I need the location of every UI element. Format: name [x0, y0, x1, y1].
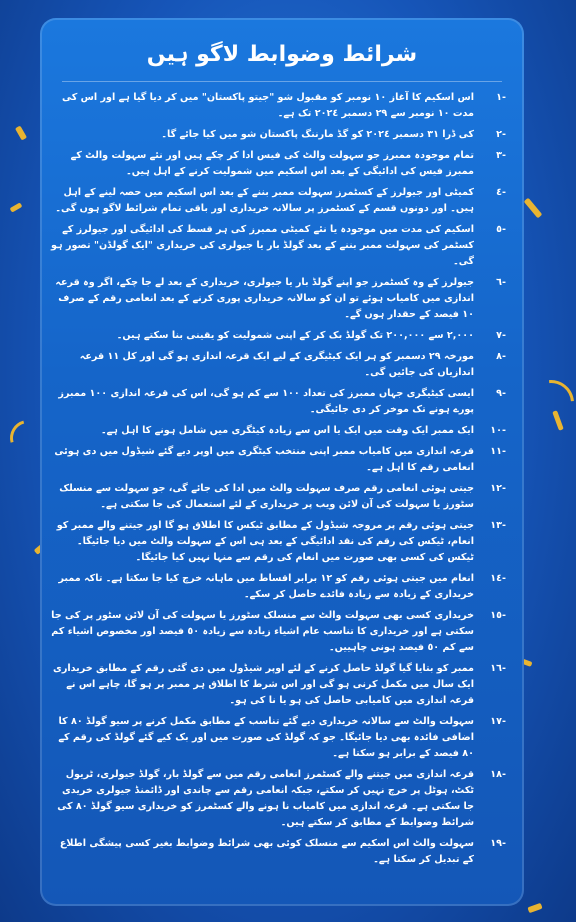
- item-number: ٦-: [496, 277, 506, 288]
- gold-confetti: [10, 202, 23, 212]
- item-number: ١٢-: [490, 483, 506, 494]
- gold-confetti: [524, 198, 543, 219]
- list-item: [50, 836, 506, 868]
- item-text: ایسی کیٹیگری جہاں ممبرز کی تعداد ١٠٠ سے کم ہو گی، اس کی قرعہ اندازی ١٠٠ ممبرز پورے ہونے تک موخر کر دی جائیگی۔: [58, 388, 474, 415]
- item-number: ١٠-: [490, 425, 506, 436]
- list-item: [50, 90, 506, 122]
- item-text: سہولت والٹ سے سالانہ خریداری دیے گئے تناسب کے مطابق مکمل کرنے پر سیو گولڈ ٨٠ کا اضافی فائدہ بھی دیا جائیگا۔ جو کہ گولڈ کی صورت میں اور بک کیے گئے گولڈ کی رقم کے ٨٠ فیصد کے برابر ہو سکتا ہے۔: [58, 716, 474, 759]
- terms-card: [40, 18, 524, 906]
- item-number: ١١-: [490, 446, 506, 457]
- item-text: قرعہ اندازی میں جیتنے والے کسٹمرز انعامی رقم میں سے گولڈ بار، گولڈ جیولری، ٹریول ٹکٹ، ہوٹل پر خرچ نہیں کر سکتے، جبکہ انعامی رقم سے چاندی اور ڈائمنڈ جیولری خریدی جا سکتی ہے۔ قرعہ اندازی میں کامیاب نا ہونے والے کسٹمرز کو خریداری سیو گولڈ ٨٠ کی شرائط وضوابط کے مطابق کر سکتے ہیں۔: [57, 769, 474, 828]
- item-number: ١٥-: [490, 610, 506, 621]
- list-item: [50, 571, 506, 603]
- list-item: [50, 148, 506, 180]
- item-text: مورخہ ٢٩ دسمبر کو ہر ایک کیٹیگری کے لیے ایک قرعہ اندازی ہو گی اور کل ١١ قرعہ اندازیاں کی جائیں گی۔: [79, 351, 474, 378]
- list-item: [50, 608, 506, 656]
- list-item: [50, 349, 506, 381]
- item-text: انعام میں جیتی ہوئی رقم کو ١٢ برابر اقساط میں ماہانہ خرچ کیا جا سکتا ہے۔ تاکہ ممبر خریداری کے زیادہ سے زیادہ فائدے حاصل کر سکے۔: [58, 573, 474, 600]
- item-text: ایک ممبر ایک وقت میں ایک یا اس سے زیادہ کیٹگری میں شامل ہونے کا اہل ہے۔: [101, 425, 474, 436]
- item-text: جیولرز کے وہ کسٹمرز جو اپنے گولڈ بار یا جیولری، خریداری کے بعد لے جا چکے، اگر وہ قرعہ اندازی میں کامیاب ہوئے تو ان کو سالانہ خریداری پوری کرنے کے بعد انعامی رقم کے صرف ١٠ فیصد کے حقدار ہوں گے۔: [55, 277, 474, 320]
- item-text: خریداری کسی بھی سہولت والٹ سے منسلک سٹورز یا سہولت کی آن لائن سٹور پر کی جا سکتی ہے اور خریداری کا تناسب عام اشیاء زیادہ سے زیادہ ٥٠ فیصد اور مخصوص اشیاء کم سے کم ٥٠ فیصد ہونی چاہییں۔: [51, 610, 474, 653]
- item-number: ١-: [496, 92, 506, 103]
- item-number: ٣-: [496, 150, 506, 161]
- item-number: ١٣-: [490, 520, 506, 531]
- item-number: ٧-: [496, 330, 506, 341]
- list-item: [50, 767, 506, 831]
- item-text: قرعہ اندازی میں کامیاب ممبر اپنی منتخب کیٹگری میں اوپر دیے گئے شیڈول میں دی ہوئی انعامی رقم کا اہل ہے۔: [54, 446, 474, 473]
- list-item: [50, 518, 506, 566]
- gold-ribbon: [519, 371, 576, 436]
- list-item: [50, 661, 506, 709]
- item-number: ٢-: [496, 129, 506, 140]
- list-item: [50, 444, 506, 476]
- item-number: ١٨-: [490, 769, 506, 780]
- item-number: ١٦-: [490, 663, 506, 674]
- item-text: اسکیم کی مدت میں موجودہ یا نئے کمیٹی ممبرز کی ہر قسط کی ادائیگی اور جیولرز کے کسٹمر کی سہولت ممبر بننے کے بعد گولڈ بار یا جیولری کی خریداری "ایک گولڈن" تصور ہو گی۔: [51, 224, 474, 267]
- item-text: کی ڈرا ٣١ دسمبر ٢٠٢٤ کو گڈ مارننگ پاکستان شو میں کیا جائے گا۔: [161, 129, 474, 140]
- item-number: ٩-: [496, 388, 506, 399]
- item-text: ٢,٠٠٠ سے ٢٠٠,٠٠٠ تک گولڈ بک کر کے اپنی شمولیت کو یقینی بنا سکتے ہیں۔: [116, 330, 474, 341]
- item-text: ممبر کو بتایا گیا گولڈ حاصل کرنے کے لئے اوپر شیڈول میں دی گئی رقم کے مطابق خریداری ایک سال میں مکمل کرنی ہو گی اور اس شرط کا اطلاق ہر ممبر پر ہو گا، چاہے اس نے قرعہ اندازی میں کامیابی حاصل کی ہو یا نا کی ہو۔: [53, 663, 474, 706]
- item-text: کمیٹی اور جیولرز کے کسٹمرز سہولت ممبر بننے کے بعد اس اسکیم میں حصہ لینے کے اہل ہیں۔ اور دونوں قسم کے کسٹمرز پر سالانہ خریداری اور باقی تمام شرائط لاگو ہوں گی۔: [55, 187, 474, 214]
- terms-list: [40, 90, 524, 868]
- gold-confetti: [15, 125, 27, 140]
- title-divider: [62, 81, 502, 82]
- item-number: ١٧-: [490, 716, 506, 727]
- item-text: جیتی ہوئی انعامی رقم صرف سہولت والٹ میں ادا کی جائے گی، جو سہولت سے منسلک سٹورز یا سہولت کی آن لائن ویب پر خریداری کے لئے استعمال کی جا سکتی ہے۔: [59, 483, 474, 510]
- item-text: تمام موجودہ ممبرز جو سہولت والٹ کی فیس ادا کر چکے ہیں اور نئے سہولت والٹ کے ممبرز فیس کی ادائیگی کے بعد اس اسکیم میں شمولیت کرنے کے اہل ہیں۔: [70, 150, 474, 177]
- list-item: [50, 714, 506, 762]
- item-number: ٤-: [496, 187, 506, 198]
- item-text: سہولت والٹ اس اسکیم سے منسلک کوئی بھی شرائط وضوابط بغیر کسی پیشگی اطلاع کے تبدیل کر سکتا ہے۔: [59, 838, 474, 865]
- item-number: ١٤-: [490, 573, 506, 584]
- list-item: [50, 328, 506, 344]
- list-item: [50, 386, 506, 418]
- gold-confetti: [527, 903, 542, 913]
- item-number: ٥-: [496, 224, 506, 235]
- list-item: [50, 423, 506, 439]
- list-item: [50, 481, 506, 513]
- list-item: [50, 222, 506, 270]
- list-item: [50, 127, 506, 143]
- page-title: شرائط وضوابط لاگو ہیں: [146, 42, 418, 67]
- item-number: ٨-: [496, 351, 506, 362]
- item-number: ١٩-: [490, 838, 506, 849]
- list-item: [50, 185, 506, 217]
- item-text: جیتی ہوئی رقم پر مروجہ شیڈول کے مطابق ٹیکس کا اطلاق ہو گا اور جیتنے والے ممبر کو انعام، ٹیکس کی رقم کی نقد ادائیگی کے بعد ہی اس کے سہولت والٹ میں دیا جائیگا۔ ٹیکس کی کسی بھی صورت میں انعام کی رقم سے منہا نہیں کیا جائیگا۔: [56, 520, 474, 563]
- item-text: اس اسکیم کا آغاز ١٠ نومبر کو مقبول شو "جیتو پاکستان" میں کر دیا گیا ہے اور اس کی مدت ١٠ نومبر سے ٢٩ دسمبر ٢٠٢٤ تک ہے۔: [62, 92, 474, 119]
- list-item: [50, 275, 506, 323]
